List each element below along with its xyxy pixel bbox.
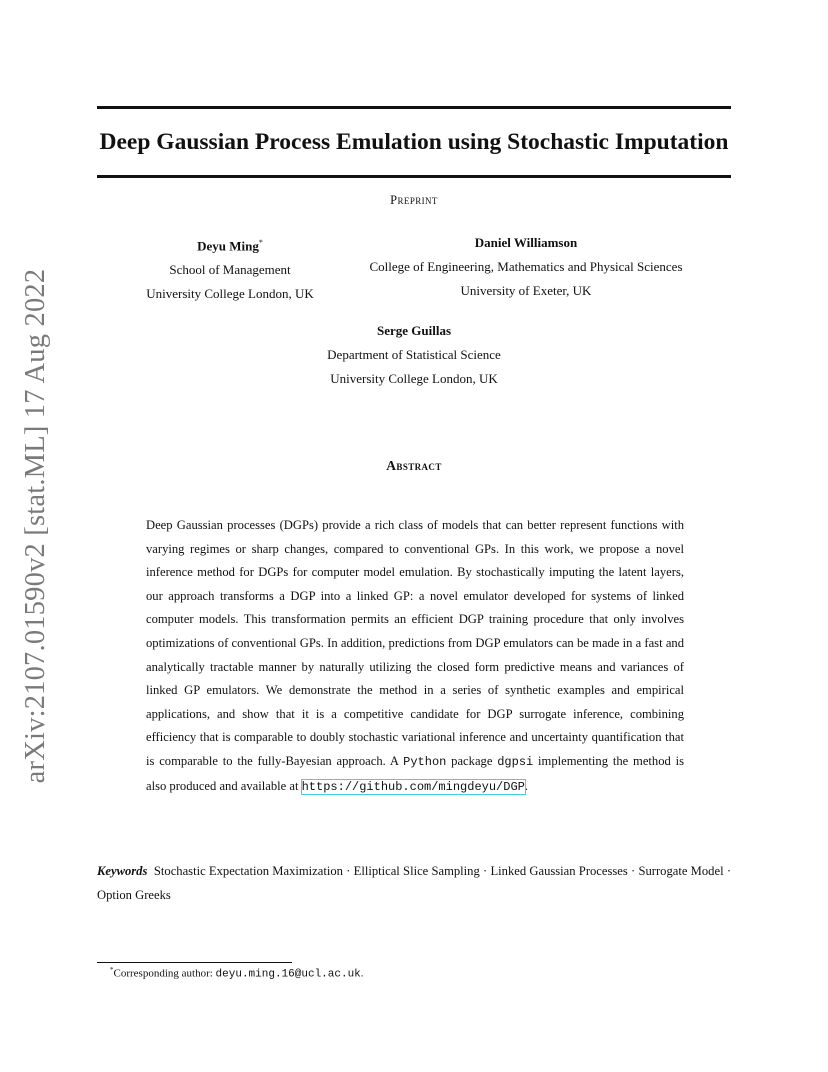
email-link[interactable]: deyu.ming.16@ucl.ac.uk [215,968,361,981]
footnote-marker: * [110,966,114,974]
package-name: dgpsi [497,754,534,769]
abstract-body [146,514,684,799]
title-rule-top [97,106,731,109]
author-name: Daniel Williamson [474,235,578,250]
abstract-text: Deep Gaussian processes (DGPs) provide a rich class of models that can better represent functions with varying regimes or sharp changes, compared to conventional GPs. In this work, we propose a novel inference method for DGPs for computer model emulation. By stochastically imputing the latent layers, our approach transforms a DGP into a linked GP: a novel emulator developed for systems of linked computer models. This transformation permits an efficient DGP training procedure that only involves optimizations of conventional GPs. In addition, predictions from DGP emulators can be made in a fast and analytically tractable manner by naturally utilizing the closed form predictive means and variances of linked GP emulators. We demonstrate the method in a series of synthetic examples and empirical applications, and show that it is a competitive candidate for DGP surrogate inference, combining efficiency that is comparable to doubly stochastic variational inference and uncertainty quantification that is comparable to the fully-Bayesian approach. A [146,518,684,768]
abstract-text: . [524,778,529,793]
arxiv-id: arXiv:2107.01590v2 [stat.ML] 17 Aug 2022 [20,268,51,784]
author-block-3 [264,319,564,391]
author-institution: University College London, UK [330,371,498,386]
keywords-label: Keywords [97,864,148,878]
footnote [110,962,364,983]
footnote-end: . [360,967,364,980]
author-affiliation: Department of Statistical Science [327,347,501,362]
author-name: Deyu Ming [197,238,259,254]
author-institution: University College London, UK [146,286,314,302]
author-institution: University of Exeter, UK [460,283,592,298]
title-rule-bottom [97,175,731,178]
keywords [97,860,731,907]
author-block-2 [350,231,702,303]
python-name: Python [403,754,447,769]
author-block-1 [120,231,340,306]
author-name: Serge Guillas [376,323,452,338]
footnote-marker: * [258,238,263,247]
keywords-text: Stochastic Expectation Maximization · Elliptical Slice Sampling · Linked Gaussian Processes · Surrogate Model · Option Greeks [97,864,732,902]
abstract-text: implementing the method is also produced and available at [146,753,685,793]
abstract-text: package [446,753,498,768]
repository-link[interactable]: https://github.com/mingdeyu/DGP [301,779,525,794]
footnote-text: Corresponding author: [113,967,216,980]
author-affiliation: College of Engineering, Mathematics and Physical Sciences [369,259,683,274]
preprint-label: Preprint [390,193,438,207]
paper-title: Deep Gaussian Process Emulation using Stochastic Imputation [99,129,729,155]
abstract-heading: Abstract [386,458,442,473]
author-affiliation: School of Management [169,262,291,278]
